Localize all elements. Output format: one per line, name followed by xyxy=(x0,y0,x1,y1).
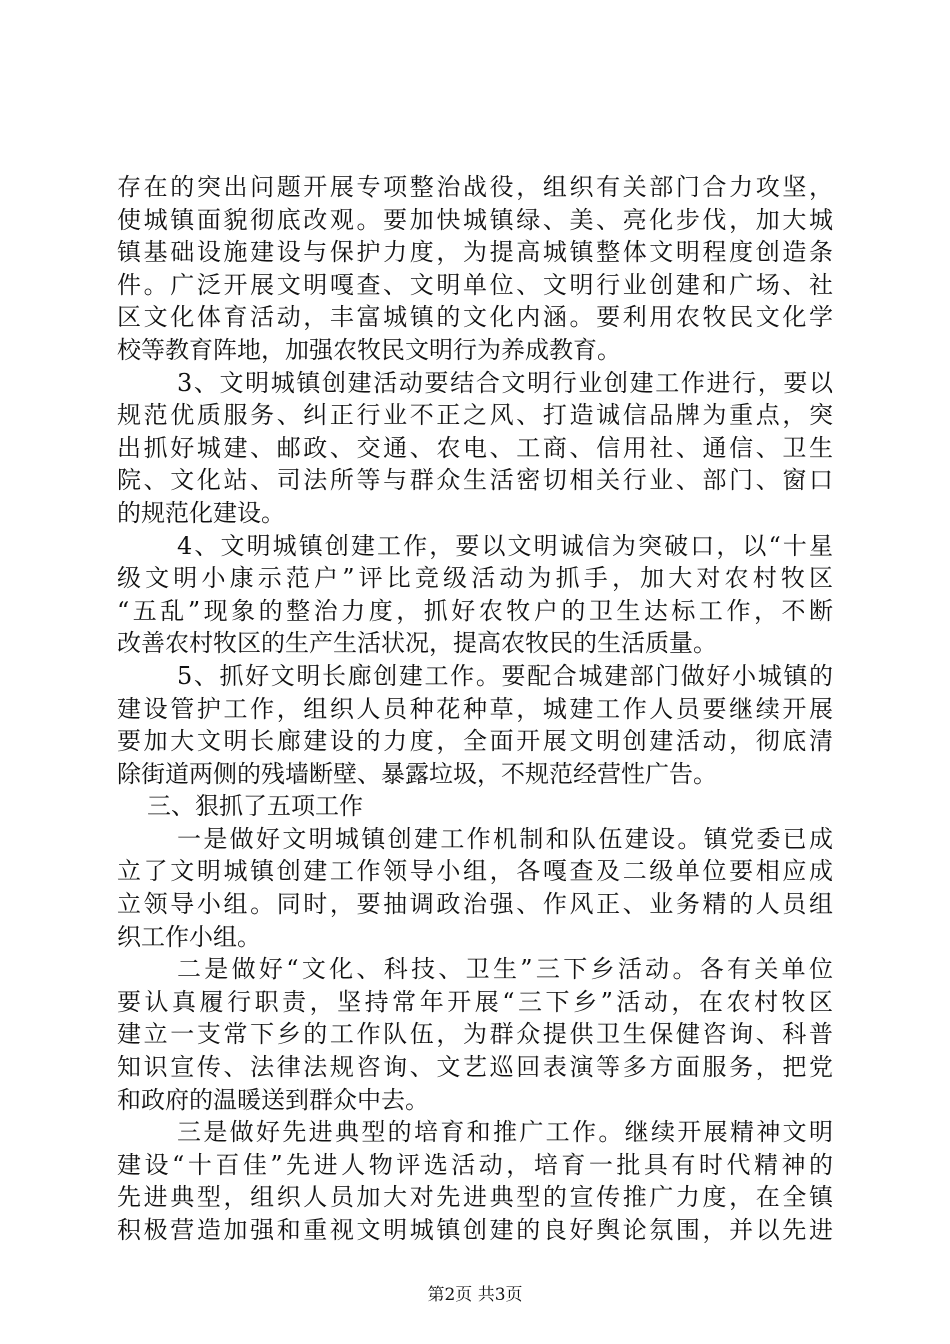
text-line: 要加大文明长廊建设的力度，全面开展文明创建活动，彻底清 xyxy=(117,727,833,756)
text-line: 三是做好先进典型的培育和推广工作。继续开展精神文明 xyxy=(177,1118,833,1147)
text-line: 的规范化建设。 xyxy=(117,498,285,527)
text-line: 一是做好文明城镇创建工作机制和队伍建设。镇党委已成 xyxy=(177,824,833,853)
text-line: 5、抓好文明长廊创建工作。要配合城建部门做好小城镇的 xyxy=(177,661,833,690)
text-line: 区文化体育活动，丰富城镇的文化内涵。要利用农牧民文化学 xyxy=(117,303,833,332)
text-line: 积极营造加强和重视文明城镇创建的良好舆论氛围，并以先进 xyxy=(117,1216,833,1244)
text-line: 三、狠抓了五项工作 xyxy=(147,792,363,821)
page-footer: 第2页 共3页 xyxy=(427,1285,523,1305)
text-line: 和政府的温暖送到群众中去。 xyxy=(117,1085,429,1114)
document-body xyxy=(117,171,833,1247)
text-line: 出抓好城建、邮政、交通、农电、工商、信用社、通信、卫生 xyxy=(117,433,833,462)
text-line: 立了文明城镇创建工作领导小组，各嘎查及二级单位要相应成 xyxy=(117,857,833,886)
text-line: 改善农村牧区的生产生活状况，提高农牧民的生活质量。 xyxy=(117,629,717,658)
text-line: 先进典型，组织人员加大对先进典型的宣传推广力度，在全镇 xyxy=(117,1183,833,1212)
text-line: 建设管护工作，组织人员种花种草，城建工作人员要继续开展 xyxy=(117,694,833,723)
text-line: 3、文明城镇创建活动要结合文明行业创建工作进行，要以 xyxy=(177,368,833,397)
text-line: 镇基础设施建设与保护力度，为提高城镇整体文明程度创造条 xyxy=(117,238,833,267)
text-line: 立领导小组。同时，要抽调政治强、作风正、业务精的人员组 xyxy=(117,890,833,919)
text-line: 院、文化站、司法所等与群众生活密切相关行业、部门、窗口 xyxy=(117,466,833,495)
text-line: 二是做好“文化、科技、卫生”三下乡活动。各有关单位 xyxy=(177,955,833,984)
text-line: 建立一支常下乡的工作队伍，为群众提供卫生保健咨询、科普 xyxy=(117,1020,833,1049)
text-line: 除街道两侧的残墙断壁、暴露垃圾，不规范经营性广告。 xyxy=(117,759,717,788)
text-line: 使城镇面貌彻底改观。要加快城镇绿、美、亮化步伐，加大城 xyxy=(117,205,833,234)
text-line: 4、文明城镇创建工作，要以文明诚信为突破口，以“十星 xyxy=(177,531,833,560)
text-line: “五乱”现象的整治力度，抓好农牧户的卫生达标工作，不断 xyxy=(117,596,833,625)
text-line: 建设“十百佳”先进人物评选活动，培育一批具有时代精神的 xyxy=(117,1150,833,1179)
text-line: 规范优质服务、纠正行业不正之风、打造诚信品牌为重点，突 xyxy=(117,401,833,430)
text-line: 件。广泛开展文明嘎查、文明单位、文明行业创建和广场、社 xyxy=(117,270,833,299)
text-line: 织工作小组。 xyxy=(117,922,261,951)
text-line: 存在的突出问题开展专项整治战役，组织有关部门合力攻坚， xyxy=(117,173,833,201)
text-line: 校等教育阵地，加强农牧民文明行为养成教育。 xyxy=(117,335,621,364)
text-line: 级文明小康示范户”评比竞级活动为抓手，加大对农村牧区 xyxy=(117,564,833,593)
text-line: 要认真履行职责，坚持常年开展“三下乡”活动，在农村牧区 xyxy=(117,987,833,1016)
text-line: 知识宣传、法律法规咨询、文艺巡回表演等多方面服务，把党 xyxy=(117,1053,833,1082)
